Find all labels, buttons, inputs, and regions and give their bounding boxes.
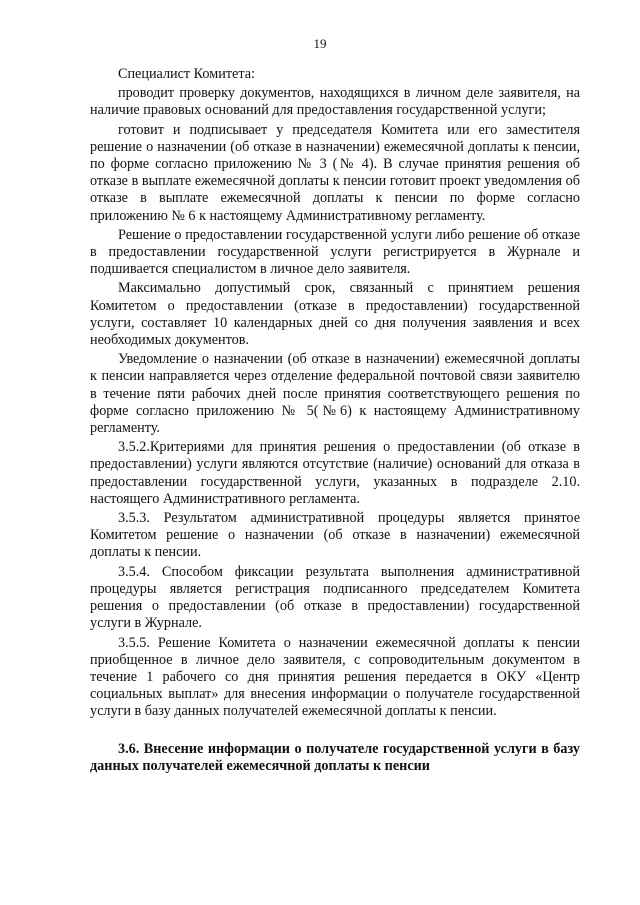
paragraph-3-5-5: 3.5.5. Решение Комитета о назначении ежемесячной доплаты к пенсии приобщенное в личное дело заявителя, с сопроводительным документом в течение 1 рабочего со дня принятия решения передается в ОКУ «Центр социальных выплат» для внесения информации о получателе государственной услуги в базу данных получателей ежемесячной доплаты к пенсии.: [90, 634, 580, 720]
section-heading-3-6: 3.6. Внесение информации о получателе государственной услуги в базу данных получателей ежемесячной доплаты к пенсии: [90, 740, 580, 774]
paragraph-notification: Уведомление о назначении (об отказе в назначении) ежемесячной доплаты к пенсии направляется через отделение федеральной почтовой связи заявителю в течение пяти рабочих дней после принятия соответствующего решения по форме согласно приложению № 5(№6) к настоящему Административному регламенту.: [90, 351, 580, 437]
document-body: [90, 66, 580, 775]
paragraph-prepare-decision: готовит и подписывает у председателя Комитета или его заместителя решение о назначении (об отказе в назначении) ежемесячной доплаты к пенсии, по форме согласно приложению № 3 (№ 4). В случае принятия решения об отказе в выплате ежемесячной доплаты к пенсии готовит проект уведомления об отказе в выплате ежемесячной доплаты к пенсии по форме согласно приложению № 6 к настоящему Административному регламенту.: [90, 121, 580, 224]
paragraph-3-5-2: 3.5.2.Критериями для принятия решения о предоставлении (об отказе в предоставлении) услуги являются отсутствие (наличие) оснований для отказа в предоставлении государственной услуги, указанных в подразделе 2.10. настоящего Административного регламента.: [90, 439, 580, 507]
paragraph-3-5-3: 3.5.3. Результатом административной процедуры является принятое Комитетом решение о назначении (об отказе в назначении) ежемесячной доплаты к пенсии.: [90, 510, 580, 561]
paragraph-registration: Решение о предоставлении государственной услуги либо решение об отказе в предоставлении государственной услуги регистрируется в Журнале и подшивается специалистом в личное дело заявителя.: [90, 226, 580, 278]
section-spacer: [90, 723, 580, 741]
paragraph-specialist: Специалист Комитета:: [118, 66, 255, 82]
paragraph-3-5-4: 3.5.4. Способом фиксации результата выполнения административной процедуры является регистрация подписанного председателем Комитета решения о предоставлении (об отказе в предоставлении) государственной услуги в Журнале.: [90, 563, 580, 632]
paragraph-max-term: Максимально допустимый срок, связанный с принятием решения Комитетом о предоставлении (отказе в предоставлении) государственной услуги, составляет 10 календарных дней со дня получения заявления и всех необходимых документов.: [90, 280, 580, 349]
page-number: 19: [313, 36, 327, 51]
paragraph-check-documents: проводит проверку документов, находящихся в личном деле заявителя, на наличие правовых оснований для предоставления государственной услуги;: [90, 85, 580, 119]
